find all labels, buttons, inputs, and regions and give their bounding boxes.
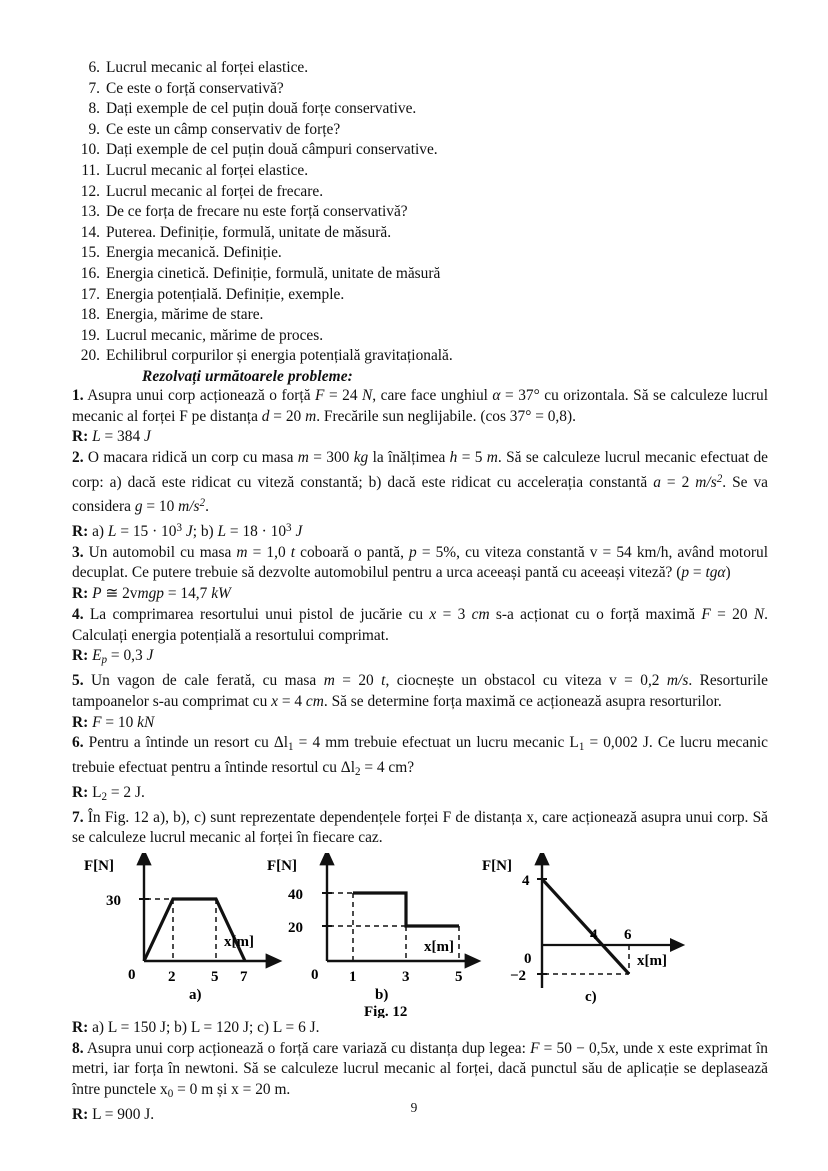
question-item: [74, 79, 768, 100]
panel-c-y-axis-label: F[N]: [482, 858, 512, 874]
question-item: [74, 285, 768, 306]
answer-2: R: a) $L = 15 \cdot 10^3$ J; b) $L = 18 \cdot 10^3$ J: [72, 522, 303, 541]
question-number: 11.: [81, 161, 100, 179]
figure-panel-a: [84, 858, 268, 1003]
answer-6: R: $L_2 = 2$ J.: [72, 783, 145, 803]
panel-b-x-axis-label: x[m]: [424, 939, 454, 955]
question-item: [74, 223, 768, 244]
problem-list: [72, 386, 768, 849]
question-text: Ce este un câmp conservativ de forțe?: [106, 120, 341, 138]
figure-12-svg: [72, 853, 768, 1018]
answer-prefix: R:: [72, 428, 89, 446]
section-heading: Rezolvați următoarele probleme:: [142, 367, 353, 385]
panel-c-caption: c): [585, 989, 597, 1005]
panel-b-ytick-40: 40: [288, 887, 303, 903]
question-item: [74, 346, 768, 367]
question-text: Puterea. Definiție, formulă, unitate de măsură.: [106, 223, 392, 241]
question-item: [74, 140, 768, 161]
answer-8: R: L = 900 J.: [72, 1105, 155, 1123]
question-text: Energia mecanică. Definiție.: [106, 244, 282, 262]
problem-number: 6.: [72, 734, 84, 752]
panel-a-xtick-2: 2: [168, 969, 176, 985]
question-number: 12.: [80, 182, 100, 200]
problem-5: 5. Un vagon de cale ferată, cu masa m = 20 t, ciocnește un obstacol cu viteza v = 0,2 m/s. Resorturile tampoanelor s-au comprimat cu x = 4 cm. Să se determine forța maximă ce acționează asupra resorturilor.: [72, 672, 768, 710]
question-text: Lucrul mecanic al forței de frecare.: [106, 182, 324, 200]
answer-prefix: R:: [72, 783, 89, 801]
question-number: 10.: [80, 141, 100, 159]
question-text: Energia cinetică. Definiție, formulă, unitate de măsură: [106, 264, 441, 282]
problem-1: 1. Asupra unui corp acționează o forță F = 24 N, care face unghiul α = 37° cu orizontala. Să se calculeze lucrul mecanic al forței F pe distanța d = 20 m. Frecările sun neglijabile. (cos 37° = 0,8).: [72, 386, 768, 425]
panel-b-caption: b): [375, 987, 389, 1003]
question-number: 15.: [80, 244, 100, 262]
question-number: 9.: [88, 120, 100, 138]
question-text: Dați exemple de cel puțin două forțe conservative.: [106, 100, 417, 118]
panel-a-curve: [144, 899, 245, 961]
answer-3: R: P ≅ 2vmgp = 14,7 kW: [72, 585, 231, 603]
question-number: 18.: [80, 306, 100, 324]
question-item: [74, 120, 768, 141]
problem-number: 5.: [72, 672, 84, 690]
problem-number: 4.: [72, 605, 84, 623]
question-text: Ce este o forță conservativă?: [106, 79, 284, 97]
panel-c-x-axis-label: x[m]: [637, 953, 667, 969]
answer-5: R: F = 10 kN: [72, 713, 155, 731]
figure-caption: Fig. 12: [364, 1004, 408, 1018]
answer-prefix: R:: [72, 523, 89, 541]
problem-6: 6. Pentru a întinde un resort cu $\Delta l_1 = 4$ mm trebuie efectuat un lucru mecanic $L_1 = 0,002$ J. Ce lucru mecanic trebuie efectuat pentru a întinde resortul cu $\Delta l_2 = 4$ cm?: [72, 734, 769, 779]
answer-prefix: R:: [72, 713, 89, 731]
answer-prefix: R:: [72, 1019, 89, 1036]
problem-number: 1.: [72, 386, 84, 404]
question-number: 20.: [80, 347, 100, 365]
figure-12: [72, 853, 768, 1018]
question-text: Lucrul mecanic al forței elastice.: [106, 161, 309, 179]
question-text: De ce forța de frecare nu este forță conservativă?: [106, 203, 408, 221]
problem-number: 7.: [72, 808, 84, 826]
question-item: [74, 202, 768, 223]
figure-panel-b: [267, 858, 467, 1018]
panel-c-xtick-4: 4: [590, 927, 598, 943]
question-number: 8.: [88, 100, 100, 118]
problem-number: 8.: [72, 1039, 84, 1057]
answer-1: R: L = 384 J: [72, 428, 151, 446]
question-text: Dați exemple de cel puțin două câmpuri conservative.: [106, 141, 438, 159]
answer-prefix: R:: [72, 1105, 89, 1123]
panel-a-x-axis-label: x[m]: [224, 934, 254, 950]
panel-b-ytick-20: 20: [288, 920, 303, 936]
question-number: 13.: [80, 203, 100, 221]
answer-prefix: R:: [72, 585, 89, 603]
question-item: [74, 264, 768, 285]
panel-b-curve: [353, 893, 459, 926]
panel-c-curve: [542, 879, 629, 974]
problem-3: 3. Un automobil cu masa m = 1,0 t coboară o pantă, p = 5%, cu viteza constantă v = 54 km/h, având motorul decuplat. Ce putere trebuie să dezvolte automobilul pentru a urca aceeași pantă cu aceeași viteză? (p = tgα): [72, 543, 768, 582]
question-list: [74, 58, 768, 367]
question-item: [74, 58, 768, 79]
question-text: Echilibrul corpurilor și energia potențială gravitațională.: [106, 347, 453, 365]
question-item: [74, 99, 768, 120]
problem-number: 3.: [72, 543, 84, 561]
question-number: 16.: [80, 264, 100, 282]
question-item: [74, 243, 768, 264]
panel-b-xtick-3: 3: [402, 969, 410, 985]
problem-7: 7. În Fig. 12 a), b), c) sunt reprezentate dependențele forței F de distanța x, care acționează asupra unui corp. Să se calculeze lucrul mecanic al forței în fiecare caz.: [72, 808, 768, 847]
answer-prefix: R:: [72, 647, 89, 665]
panel-c-origin: 0: [524, 951, 532, 967]
problem-4: 4. La comprimarea resortului unui pistol de jucărie cu x = 3 cm s-a acționat cu o forță maximă F = 20 N. Calculați energia potențială a resortului comprimat.: [72, 605, 768, 644]
panel-c-xtick-6: 6: [624, 927, 632, 943]
question-number: 14.: [80, 223, 100, 241]
panel-b-y-axis-label: F[N]: [267, 858, 297, 874]
problem-number: 2.: [72, 449, 84, 467]
question-item: [74, 326, 768, 347]
question-number: 19.: [80, 326, 100, 344]
question-text: Energia potențială. Definiție, exemple.: [106, 285, 345, 303]
question-item: [74, 182, 768, 203]
panel-b-xtick-1: 1: [349, 969, 357, 985]
panel-a-origin: 0: [128, 967, 136, 983]
problem-2: 2. O macara ridică un corp cu masa m = 300 kg la înălțimea h = 5 m. Să se calculeze lucrul mecanic efectuat de corp: a) dacă este ridicat cu viteză constantă; b) dacă este ridicat cu accelerația constantă a = 2 $m/s^2$. Se va considera g = 10 $m/s^2$.: [72, 449, 769, 516]
figure-panel-c: [482, 858, 672, 1005]
panel-b-origin: 0: [311, 967, 319, 983]
question-text: Lucrul mecanic al forței elastice.: [106, 59, 309, 76]
panel-a-xtick-7: 7: [240, 969, 248, 985]
problem-8: 8. Asupra unui corp acționează o forță care variază cu distanța dup legea: F = 50 − 0,5x, unde x este exprimat în metri, iar forța în newtoni. Să se calculeze lucrul mecanic al forței, dacă punctul său de aplicație se deplasează între punctele $x_0 = 0$ m și x = 20 m.: [72, 1039, 768, 1101]
panel-a-caption: a): [189, 987, 202, 1003]
answer-7: R: a) L = 150 J; b) L = 120 J; c) L = 6 J.: [72, 1019, 320, 1036]
panel-a-xtick-5: 5: [211, 969, 219, 985]
panel-c-ytick-4: 4: [522, 873, 530, 889]
question-number: 6.: [88, 59, 100, 76]
panel-c-ytick-minus2: −2: [510, 968, 527, 984]
question-item: [74, 161, 768, 182]
page-number: 9: [410, 1100, 418, 1115]
panel-a-y-axis-label: F[N]: [84, 858, 114, 874]
panel-b-xtick-5: 5: [455, 969, 463, 985]
question-number: 17.: [80, 285, 100, 303]
question-text: Energia, mărime de stare.: [106, 306, 264, 324]
answer-4: R: $E_p = 0,3$ J: [72, 647, 154, 667]
question-item: [74, 305, 768, 326]
panel-a-ytick-30: 30: [106, 893, 121, 909]
question-text: Lucrul mecanic, mărime de proces.: [106, 326, 324, 344]
question-number: 7.: [88, 79, 100, 97]
